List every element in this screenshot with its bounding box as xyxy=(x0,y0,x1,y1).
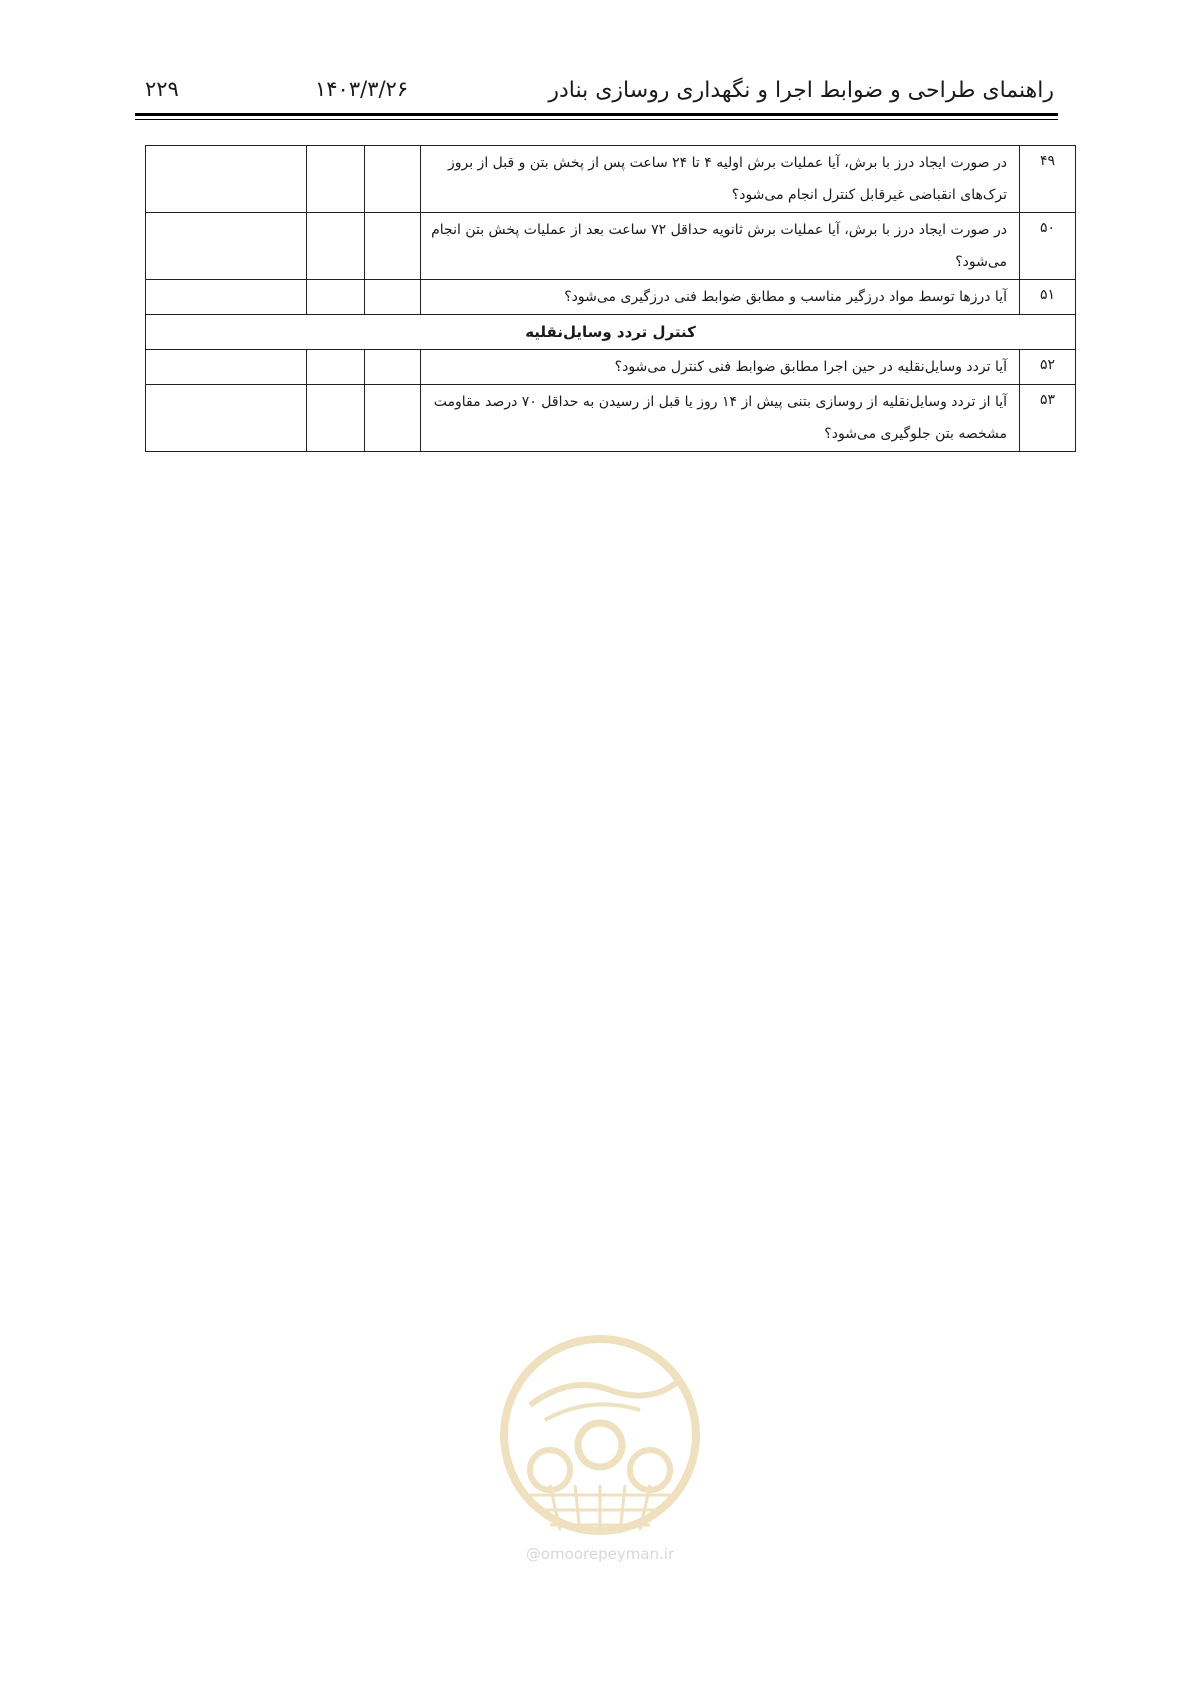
table-row xyxy=(146,350,1076,385)
check-cell[interactable] xyxy=(365,280,421,315)
row-number: ۵۳ xyxy=(1020,385,1076,452)
table-row xyxy=(146,213,1076,280)
page-number: ۲۲۹ xyxy=(145,77,179,101)
table-row xyxy=(146,146,1076,213)
header-rule-thin xyxy=(135,119,1058,120)
remarks-cell[interactable] xyxy=(146,280,307,315)
remarks-cell[interactable] xyxy=(146,350,307,385)
row-number: ۵۰ xyxy=(1020,213,1076,280)
row-number: ۵۲ xyxy=(1020,350,1076,385)
row-number: ۵۱ xyxy=(1020,280,1076,315)
remarks-cell[interactable] xyxy=(146,385,307,452)
watermark-url: @omoorepeyman.ir xyxy=(525,1545,675,1563)
section-title: کنترل تردد وسایل‌نقلیه xyxy=(146,315,1076,350)
header-rule-thick xyxy=(135,113,1058,116)
check-cell[interactable] xyxy=(307,350,365,385)
watermark-logo-icon xyxy=(490,1335,710,1540)
check-cell[interactable] xyxy=(307,146,365,213)
check-cell[interactable] xyxy=(307,280,365,315)
check-cell[interactable] xyxy=(365,350,421,385)
row-question: آیا درزها توسط مواد درزگیر مناسب و مطابق ضوابط فنی درزگیری می‌شود؟ xyxy=(421,280,1020,315)
check-cell[interactable] xyxy=(307,213,365,280)
row-question: آیا از تردد وسایل‌نقلیه از روسازی بتنی پیش از ۱۴ روز یا قبل از رسیدن به حداقل ۷۰ درصد مقاومت مشخصه بتن جلوگیری می‌شود؟ xyxy=(421,385,1020,452)
table-row xyxy=(146,280,1076,315)
remarks-cell[interactable] xyxy=(146,213,307,280)
watermark xyxy=(490,1335,710,1585)
check-cell[interactable] xyxy=(365,385,421,452)
checklist-table xyxy=(145,145,1076,452)
check-cell[interactable] xyxy=(365,213,421,280)
section-row xyxy=(146,315,1076,350)
document-date: ۱۴۰۳/۳/۲۶ xyxy=(315,77,409,101)
row-question: آیا تردد وسایل‌نقلیه در حین اجرا مطابق ضوابط فنی کنترل می‌شود؟ xyxy=(421,350,1020,385)
row-question: در صورت ایجاد درز با برش، آیا عملیات برش ثانویه حداقل ۷۲ ساعت بعد از عملیات پخش بتن انجام می‌شود؟ xyxy=(421,213,1020,280)
row-number: ۴۹ xyxy=(1020,146,1076,213)
remarks-cell[interactable] xyxy=(146,146,307,213)
table-row xyxy=(146,385,1076,452)
check-cell[interactable] xyxy=(307,385,365,452)
document-title: راهنمای طراحی و ضوابط اجرا و نگهداری روسازی بنادر xyxy=(548,78,1054,103)
check-cell[interactable] xyxy=(365,146,421,213)
row-question: در صورت ایجاد درز با برش، آیا عملیات برش اولیه ۴ تا ۲۴ ساعت پس از پخش بتن و قبل از بروز ترک‌های انقباضی غیرقابل کنترل انجام می‌شود؟ xyxy=(421,146,1020,213)
